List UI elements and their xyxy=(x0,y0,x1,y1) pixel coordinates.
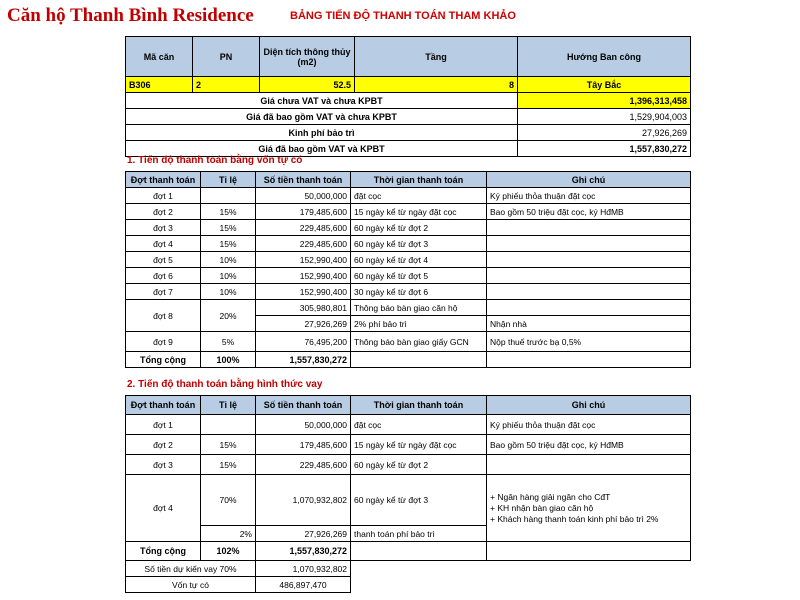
rate: 15% xyxy=(201,435,256,455)
price-label: Giá chưa VAT và chưa KPBT xyxy=(126,93,518,109)
time: 30 ngày kể từ đợt 6 xyxy=(351,284,487,300)
note xyxy=(487,284,691,300)
time: 60 ngày kể từ đợt 2 xyxy=(351,220,487,236)
time: 60 ngày kể từ đợt 5 xyxy=(351,268,487,284)
rate: 2% xyxy=(201,526,256,542)
total-empty xyxy=(351,352,487,368)
note: Nộp thuế trước bạ 0,5% xyxy=(487,332,691,352)
rate: 15% xyxy=(201,220,256,236)
header-ma-can: Mã căn xyxy=(126,37,193,77)
s2-header-amount: Số tiền thanh toán xyxy=(256,396,351,415)
note: Bao gồm 50 triệu đặt cọc, ký HđMB xyxy=(487,435,691,455)
unit-floor: 8 xyxy=(355,77,518,93)
loan-row xyxy=(126,561,691,577)
amount: 152,990,400 xyxy=(256,252,351,268)
rate: 10% xyxy=(201,252,256,268)
note: Ký phiếu thỏa thuận đặt cọc xyxy=(487,415,691,435)
note-item: + Khách hàng thanh toán kinh phí bảo trì 2% xyxy=(490,513,659,524)
table-row xyxy=(126,188,691,204)
note: Ký phiếu thỏa thuận đặt cọc xyxy=(487,188,691,204)
summary-header-row xyxy=(126,37,691,77)
amount: 229,485,600 xyxy=(256,455,351,475)
s2-header-note: Ghi chú xyxy=(487,396,691,415)
section1-total-row xyxy=(126,352,691,368)
dot: đợt 8 xyxy=(126,300,201,332)
header-direction: Hướng Ban công xyxy=(518,37,691,77)
page-title: Căn hộ Thanh Bình Residence xyxy=(7,5,254,26)
time: 15 ngày kể từ ngày đặt cọc xyxy=(351,435,487,455)
time: thanh toán phí bảo trì xyxy=(351,526,487,542)
dot: đợt 1 xyxy=(126,188,201,204)
time: 15 ngày kể từ ngày đặt cọc xyxy=(351,204,487,220)
s1-header-dot: Đợt thanh toán xyxy=(126,172,201,188)
total-label: Tổng cộng xyxy=(126,542,201,561)
header-pn: PN xyxy=(193,37,260,77)
maintenance-label: Kinh phí bảo trì xyxy=(126,125,518,141)
note xyxy=(487,300,691,316)
s2-header-rate: Tỉ lệ xyxy=(201,396,256,415)
s1-header-note: Ghi chú xyxy=(487,172,691,188)
amount: 229,485,600 xyxy=(256,236,351,252)
rate: 5% xyxy=(201,332,256,352)
amount: 179,485,600 xyxy=(256,204,351,220)
total-empty xyxy=(487,352,691,368)
dot: đợt 4 xyxy=(126,236,201,252)
table-row xyxy=(126,204,691,220)
rate: 15% xyxy=(201,455,256,475)
time: đặt cọc xyxy=(351,415,487,435)
dot: đợt 4 xyxy=(126,475,201,542)
note-list xyxy=(487,475,691,542)
unit-area: 52.5 xyxy=(260,77,355,93)
rate xyxy=(201,188,256,204)
table-row xyxy=(126,236,691,252)
total-amount: 1,557,830,272 xyxy=(256,542,351,561)
amount: 76,495,200 xyxy=(256,332,351,352)
table-row xyxy=(126,300,691,316)
dot: đợt 1 xyxy=(126,415,201,435)
time: Thông báo bàn giao căn hộ xyxy=(351,300,487,316)
maintenance-value: 27,926,269 xyxy=(518,125,691,141)
price-total-label: Giá đã bao gồm VAT và KPBT xyxy=(126,141,518,157)
header-area: Diện tích thông thủy (m2) xyxy=(260,37,355,77)
dot: đợt 5 xyxy=(126,252,201,268)
note-item: + Ngân hàng giải ngân cho CđT xyxy=(490,491,611,502)
unit-pn: 2 xyxy=(193,77,260,93)
section1-header-row xyxy=(126,172,691,188)
total-amount: 1,557,830,272 xyxy=(256,352,351,368)
own-label: Vốn tự có xyxy=(126,577,256,593)
note xyxy=(487,268,691,284)
table-row xyxy=(126,332,691,352)
rate: 15% xyxy=(201,204,256,220)
amount: 152,990,400 xyxy=(256,268,351,284)
dot: đợt 6 xyxy=(126,268,201,284)
table-row xyxy=(126,455,691,475)
rate xyxy=(201,415,256,435)
time: 60 ngày kể từ đợt 3 xyxy=(351,236,487,252)
section2-total-row xyxy=(126,542,691,561)
s1-header-time: Thời gian thanh toán xyxy=(351,172,487,188)
amount: 50,000,000 xyxy=(256,188,351,204)
amount: 27,926,269 xyxy=(256,316,351,332)
amount: 27,926,269 xyxy=(256,526,351,542)
note xyxy=(487,455,691,475)
loan-label: Số tiền dự kiến vay 70% xyxy=(126,561,256,577)
price-total-value: 1,557,830,272 xyxy=(518,141,691,157)
dot: đợt 7 xyxy=(126,284,201,300)
s2-header-dot: Đợt thanh toán xyxy=(126,396,201,415)
amount: 229,485,600 xyxy=(256,220,351,236)
own-value: 486,897,470 xyxy=(256,577,351,593)
dot: đợt 3 xyxy=(126,220,201,236)
note xyxy=(487,236,691,252)
amount: 179,485,600 xyxy=(256,435,351,455)
section1-title: 1. Tiến độ thanh toán bằng vốn tự có xyxy=(127,155,303,166)
table-row xyxy=(126,220,691,236)
dot: đợt 2 xyxy=(126,435,201,455)
dot: đợt 2 xyxy=(126,204,201,220)
unit-direction: Tây Bắc xyxy=(518,77,691,93)
price-row xyxy=(126,93,691,109)
time: đặt cọc xyxy=(351,188,487,204)
rate: 15% xyxy=(201,236,256,252)
amount: 50,000,000 xyxy=(256,415,351,435)
s1-header-rate: Tỉ lệ xyxy=(201,172,256,188)
note xyxy=(487,252,691,268)
note xyxy=(487,220,691,236)
section2-table xyxy=(125,395,691,593)
amount: 152,990,400 xyxy=(256,284,351,300)
section2-title: 2. Tiến độ thanh toán bằng hình thức vay xyxy=(127,379,323,390)
maintenance-row xyxy=(126,125,691,141)
table-row xyxy=(126,284,691,300)
table-row xyxy=(126,435,691,455)
unit-row xyxy=(126,77,691,93)
s1-header-amount: Số tiền thanh toán xyxy=(256,172,351,188)
own-row xyxy=(126,577,691,593)
section2-header-row xyxy=(126,396,691,415)
time: 60 ngày kể từ đợt 3 xyxy=(351,475,487,526)
rate: 20% xyxy=(201,300,256,332)
header-floor: Tầng xyxy=(355,37,518,77)
price-value: 1,396,313,458 xyxy=(518,93,691,109)
total-rate: 102% xyxy=(201,542,256,561)
time: 2% phí bảo trì xyxy=(351,316,487,332)
page-subtitle: BẢNG TIẾN ĐỘ THANH TOÁN THAM KHẢO xyxy=(290,10,516,22)
table-row xyxy=(126,268,691,284)
rate: 10% xyxy=(201,284,256,300)
time: Thông báo bàn giao giấy GCN xyxy=(351,332,487,352)
unit-code: B306 xyxy=(126,77,193,93)
dot: đợt 3 xyxy=(126,455,201,475)
price-vat-row xyxy=(126,109,691,125)
total-rate: 100% xyxy=(201,352,256,368)
price-vat-value: 1,529,904,003 xyxy=(518,109,691,125)
time: 60 ngày kể từ đợt 2 xyxy=(351,455,487,475)
section1-table xyxy=(125,171,691,368)
note: Nhận nhà xyxy=(487,316,691,332)
amount: 305,980,801 xyxy=(256,300,351,316)
table-row xyxy=(126,415,691,435)
amount: 1,070,932,802 xyxy=(256,475,351,526)
note: Bao gồm 50 triệu đặt cọc, ký HđMB xyxy=(487,204,691,220)
rate: 10% xyxy=(201,268,256,284)
note-item: + KH nhận bàn giao căn hộ xyxy=(490,502,594,513)
loan-value: 1,070,932,802 xyxy=(256,561,351,577)
rate: 70% xyxy=(201,475,256,526)
summary-table xyxy=(125,36,691,157)
table-row xyxy=(126,475,691,526)
s2-header-time: Thời gian thanh toán xyxy=(351,396,487,415)
dot: đợt 9 xyxy=(126,332,201,352)
total-label: Tổng cộng xyxy=(126,352,201,368)
table-row xyxy=(126,252,691,268)
time: 60 ngày kể từ đợt 4 xyxy=(351,252,487,268)
total-empty xyxy=(351,542,487,561)
price-vat-label: Giá đã bao gồm VAT và chưa KPBT xyxy=(126,109,518,125)
total-empty xyxy=(487,542,691,561)
